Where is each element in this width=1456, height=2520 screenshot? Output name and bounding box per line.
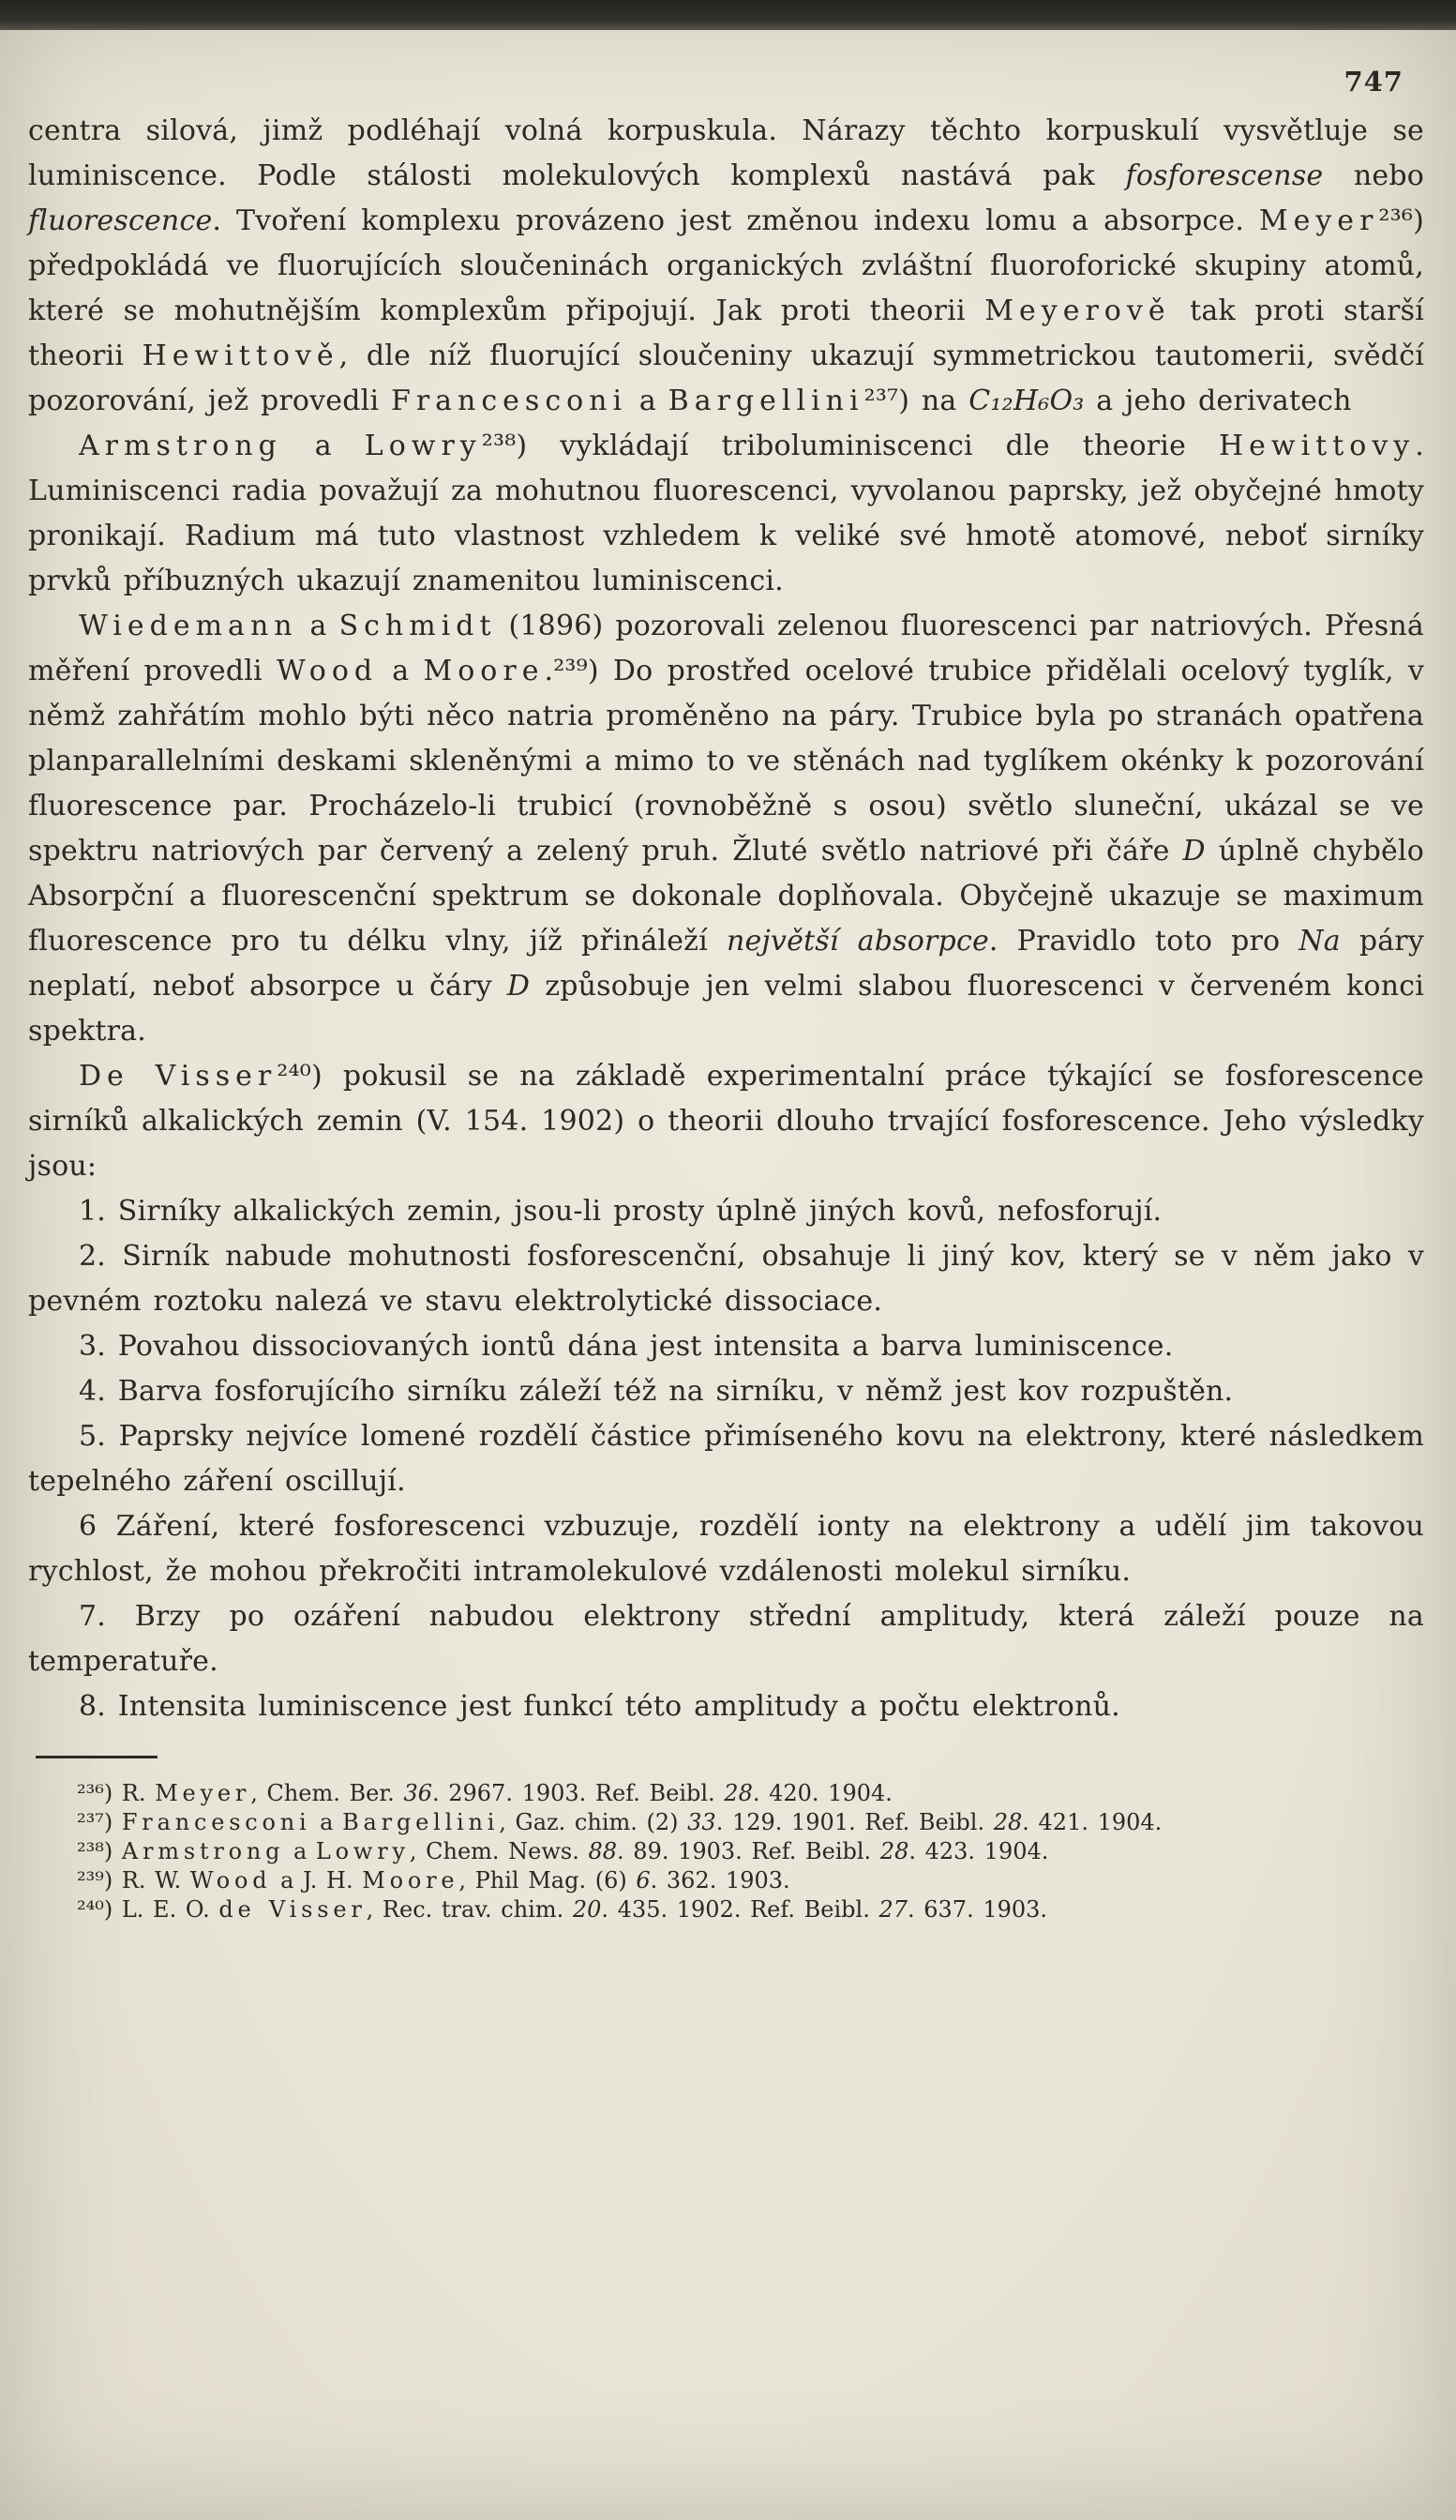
text-run: .²³⁹) Do prostřed ocelové trubice přidělali ocelový tyglík, v němž zahřátím mohlo býti něco natria proměněno na páry. Trubice byla po stranách opatřena planparallelními deskami skleněnými a mimo to ve stěnách nad tyglíkem okénky k pozorování fluorescence par. Procházelo-li trubicí (rovnoběžně s osou) světlo sluneční, ukázal se ve spektru natriových par červený a zelený pruh. Žluté světlo natriové při čáře xyxy=(28,655,1425,868)
paragraph xyxy=(28,1369,1424,1414)
footnote xyxy=(28,1866,1424,1895)
letterspaced-name: Lowry xyxy=(364,430,482,462)
text-run: 4. Barva fosforujícího sirníku záleží též na sirníku, v němž jest kov rozpuštěn. xyxy=(79,1375,1234,1408)
text-run: a xyxy=(378,655,424,687)
text-run: . Pravidlo toto pro xyxy=(988,925,1299,958)
italic-text: 6 xyxy=(636,1867,651,1894)
text-run: a xyxy=(310,1809,343,1835)
paragraph xyxy=(28,1504,1424,1594)
paragraph xyxy=(28,1054,1424,1189)
text-run: ²³⁸) xyxy=(77,1838,122,1864)
paragraph xyxy=(28,1684,1424,1729)
italic-text: 88 xyxy=(588,1838,618,1864)
letterspaced-name: Schmidt xyxy=(338,610,497,642)
italic-text: 33 xyxy=(687,1809,716,1835)
text-run: 5. Paprsky nejvíce lomené rozdělí částice přimíseného kovu na elektrony, které následkem tepelného záření oscillují. xyxy=(28,1420,1424,1498)
letterspaced-name: Armstrong xyxy=(121,1838,285,1864)
text-run: ²³⁷) xyxy=(77,1809,122,1835)
paragraph xyxy=(28,1414,1424,1504)
footnote-divider xyxy=(36,1756,158,1758)
letterspaced-name: Bargellini xyxy=(342,1809,500,1835)
text-run: , Chem. News. xyxy=(409,1838,589,1864)
text-run: tak proti starší theorii xyxy=(28,294,1424,372)
text-run: a xyxy=(281,430,365,462)
paragraph xyxy=(28,604,1424,1054)
footnote xyxy=(28,1779,1424,1808)
text-run: . Luminiscenci radia považují za mohutnou fluorescenci, vyvolanou paprsky, jež obyčejné hmoty pronikají. Radium má tuto vlastnost vzhledem k veliké své hmotě atomové, neboť sirníky prvků příbuzných ukazují znamenitou luminiscenci. xyxy=(28,430,1424,597)
text-run: ²³⁹) R. W. xyxy=(77,1867,190,1894)
text-run: způsobuje jen velmi slabou fluorescenci v červeném konci spektra. xyxy=(28,970,1425,1048)
italic-text: 20 xyxy=(572,1896,602,1923)
letterspaced-name: Wiedemann xyxy=(79,610,298,642)
letterspaced-name: De Visser xyxy=(79,1060,278,1093)
paragraph xyxy=(28,1324,1424,1369)
text-run: ²⁴⁰) L. E. O. xyxy=(77,1896,219,1923)
text-run: a xyxy=(627,385,668,417)
text-run: 1. Sirníky alkalických zemin, jsou-li prosty úplně jiných kovů, nefosforují. xyxy=(79,1195,1163,1228)
text-run: 8. Intensita luminiscence jest funkcí této amplitudy a počtu elektronů. xyxy=(79,1690,1120,1723)
text-run: . 89. 1903. Ref. Beibl. xyxy=(617,1838,880,1864)
letterspaced-name: Francesconi xyxy=(391,385,628,417)
italic-text: C₁₂H₆O₃ xyxy=(968,385,1085,417)
page-number: 747 xyxy=(1343,66,1403,98)
scan-edge-top xyxy=(0,0,1456,30)
text-run: , dle níž fluorující sloučeniny ukazují symmetrickou tautomerii, svědčí pozorování, jež provedli xyxy=(28,340,1425,417)
footnote xyxy=(28,1895,1424,1924)
italic-text: fosforescense xyxy=(1125,159,1324,192)
paragraph xyxy=(28,1594,1424,1684)
letterspaced-name: Hewittově xyxy=(142,340,339,372)
text-run: a jeho derivatech xyxy=(1084,385,1352,417)
text-run: . 421. 1904. xyxy=(1022,1809,1163,1835)
body-text xyxy=(28,109,1424,1729)
paragraph xyxy=(28,109,1424,424)
text-run: ²³⁷) na xyxy=(863,385,969,417)
text-run: , Rec. trav. chim. xyxy=(366,1896,573,1923)
text-run: a xyxy=(284,1838,316,1864)
text-run: ²³⁶) předpokládá ve fluorujících sloučeninách organických zvláštní fluoroforické skupiny atomů, které se mohutnějším komplexům připojují. Jak proti theorii xyxy=(28,204,1424,327)
italic-text: 28 xyxy=(724,1780,753,1806)
italic-text: fluorescence xyxy=(28,204,213,237)
text-run: úplně chybělo Absorpční a fluorescenční spektrum se dokonale doplňovala. Obyčejně ukazuje se maximum fluorescence pro tu délku vlny, jíž přináleží xyxy=(28,835,1424,958)
text-run: 7. Brzy po ozáření nabudou elektrony střední amplitudy, která záleží pouze na temperatuře. xyxy=(28,1600,1424,1678)
text-run: . Tvoření komplexu provázeno jest změnou indexu lomu a absorpce. xyxy=(212,204,1259,237)
letterspaced-name: Moore xyxy=(362,1867,459,1894)
letterspaced-name: Meyer xyxy=(155,1780,251,1806)
text-run: . 420. 1904. xyxy=(752,1780,893,1806)
text-run: 2. Sirník nabude mohutnosti fosforescenční, obsahuje li jiný kov, který se v něm jako v pevném roztoku nalezá ve stavu elektrolytické dissociace. xyxy=(28,1240,1424,1318)
text-run: 3. Povahou dissociovaných iontů dána jest intensita a barva luminiscence. xyxy=(79,1330,1174,1363)
italic-text: 28 xyxy=(993,1809,1023,1835)
letterspaced-name: Moore xyxy=(423,655,545,687)
letterspaced-name: Lowry xyxy=(315,1838,410,1864)
text-run: . 423. 1904. xyxy=(908,1838,1049,1864)
text-run: centra silová, jimž podléhají volná korpuskula. Nárazy těchto korpuskulí vysvětluje se luminiscence. Podle stálosti molekulových komplexů nastává pak xyxy=(28,114,1424,192)
text-run: . 362. 1903. xyxy=(650,1867,790,1894)
text-run: ²⁴⁰) pokusil se na základě experimentalní práce týkající se fosforescence sirníků alkalických zemin (V. 154. 1902) o theorii dlouho trvající fosforescence. Jeho výsledky jsou: xyxy=(28,1060,1424,1183)
italic-text: 28 xyxy=(879,1838,909,1864)
letterspaced-name: Meyer xyxy=(1258,204,1379,237)
footnotes xyxy=(28,1779,1424,1924)
text-run: a J. H. xyxy=(271,1867,363,1894)
letterspaced-name: Bargellini xyxy=(668,385,864,417)
letterspaced-name: Hewittovy xyxy=(1218,430,1416,462)
footnote xyxy=(28,1808,1424,1837)
letterspaced-name: Meyerově xyxy=(984,294,1171,327)
text-run: páry neplatí, neboť absorpce u čáry xyxy=(28,925,1424,1003)
footnote xyxy=(28,1837,1424,1866)
letterspaced-name: de Visser xyxy=(218,1896,367,1923)
page-content xyxy=(28,109,1424,1924)
paragraph xyxy=(28,424,1424,604)
paragraph xyxy=(28,1189,1424,1234)
text-run: . 2967. 1903. Ref. Beibl. xyxy=(431,1780,725,1806)
italic-text: 36 xyxy=(403,1780,432,1806)
text-run: (1896) pozorovali zelenou fluorescenci par natriových. Přesná měření provedli xyxy=(28,610,1424,687)
text-run: , Gaz. chim. (2) xyxy=(499,1809,688,1835)
text-run: nebo xyxy=(1323,159,1424,192)
text-run: . 435. 1902. Ref. Beibl. xyxy=(601,1896,879,1923)
text-run: ²³⁸) vykládají triboluminiscenci dle theorie xyxy=(481,430,1219,462)
letterspaced-name: Wood xyxy=(189,1867,272,1894)
letterspaced-name: Wood xyxy=(277,655,379,687)
italic-text: největší absorpce xyxy=(726,925,989,958)
text-run: . 637. 1903. xyxy=(908,1896,1048,1923)
text-run: , Phil Mag. (6) xyxy=(458,1867,637,1894)
text-run: 6 Záření, které fosforescenci vzbuzuje, rozdělí ionty na elektrony a udělí jim takovou rychlost, že mohou překročiti intramolekulové vzdálenosti molekul sirníku. xyxy=(28,1510,1424,1588)
italic-text: D xyxy=(1182,835,1206,868)
italic-text: 27 xyxy=(878,1896,908,1923)
letterspaced-name: Armstrong xyxy=(79,430,282,462)
letterspaced-name: Francesconi xyxy=(121,1809,311,1835)
italic-text: D xyxy=(506,970,531,1003)
text-run: , Chem. Ber. xyxy=(250,1780,404,1806)
text-run: . 129. 1901. Ref. Beibl. xyxy=(715,1809,994,1835)
paragraph xyxy=(28,1234,1424,1324)
italic-text: Na xyxy=(1298,925,1341,958)
text-run: a xyxy=(297,610,339,642)
text-run: ²³⁶) R. xyxy=(77,1780,156,1806)
